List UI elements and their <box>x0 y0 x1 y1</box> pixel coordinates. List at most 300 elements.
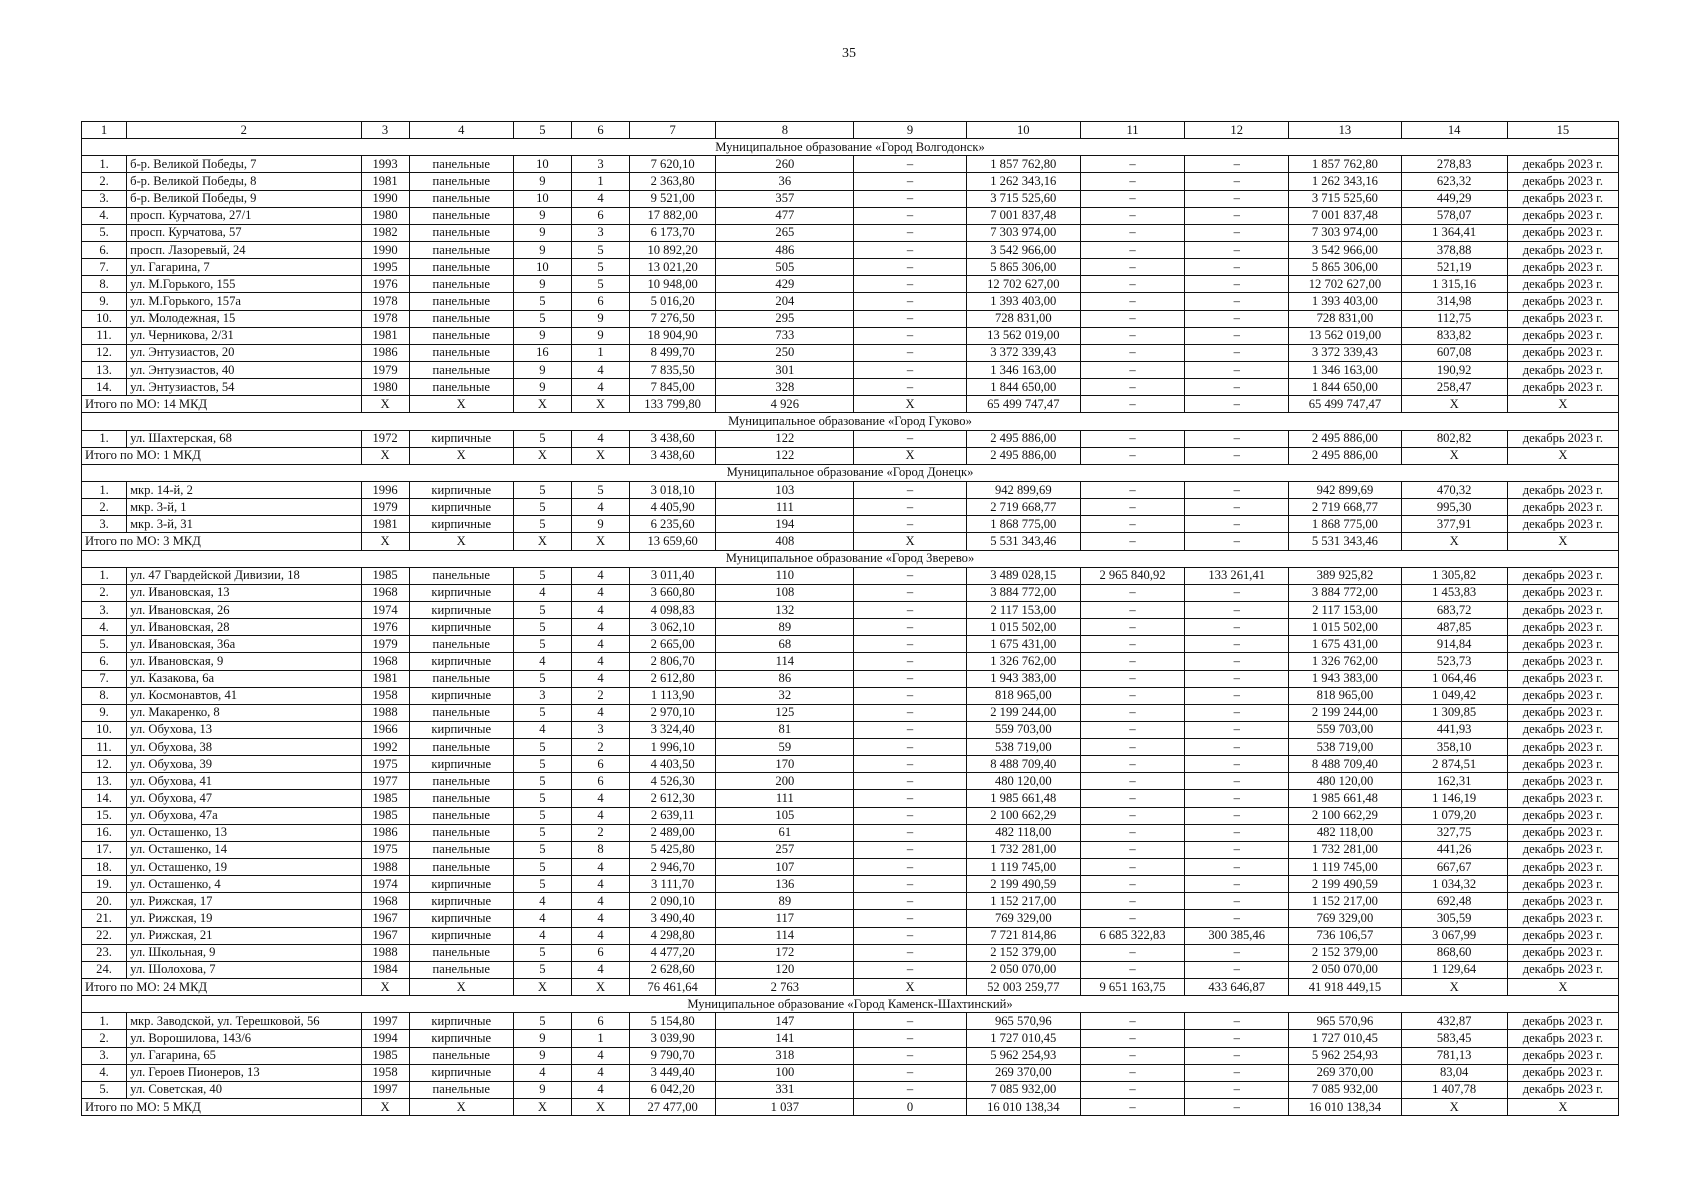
table-cell: 22. <box>82 927 127 944</box>
section-title: Муниципальное образование «Город Волгодонск» <box>82 139 1619 156</box>
table-cell: 3 542 966,00 <box>1289 241 1401 258</box>
table-cell: – <box>854 1081 966 1098</box>
table-cell: – <box>1080 1064 1184 1081</box>
table-cell: 3 542 966,00 <box>966 241 1080 258</box>
table-cell: 12. <box>82 756 127 773</box>
table-cell: 1968 <box>361 653 409 670</box>
table-cell: 1985 <box>361 567 409 584</box>
table-cell: 1981 <box>361 173 409 190</box>
table-cell: 6 235,60 <box>630 516 716 533</box>
table-cell: 2 050 070,00 <box>1289 961 1401 978</box>
table-cell: декабрь 2023 г. <box>1507 944 1618 961</box>
table-cell: – <box>1185 584 1289 601</box>
table-row <box>82 1013 1619 1030</box>
table-cell: – <box>1185 807 1289 824</box>
table-cell: 995,30 <box>1401 499 1507 516</box>
table-cell: 10. <box>82 310 127 327</box>
table-cell: 5 <box>571 276 629 293</box>
table-cell: 120 <box>716 961 854 978</box>
total-cell: X <box>1401 979 1507 996</box>
table-cell: 781,13 <box>1401 1047 1507 1064</box>
table-cell: – <box>1080 619 1184 636</box>
table-cell: 487,85 <box>1401 619 1507 636</box>
address-cell: ул. Ивановская, 9 <box>127 653 361 670</box>
table-cell: – <box>1080 430 1184 447</box>
table-cell: – <box>1080 241 1184 258</box>
total-cell: 16 010 138,34 <box>1289 1099 1401 1116</box>
table-cell: 4 <box>571 790 629 807</box>
table-cell: – <box>1185 773 1289 790</box>
table-cell: 5 <box>513 704 571 721</box>
table-cell: 1 119 745,00 <box>1289 859 1401 876</box>
table-cell: 6 685 322,83 <box>1080 927 1184 944</box>
table-cell: 1 262 343,16 <box>1289 173 1401 190</box>
table-cell: – <box>1185 344 1289 361</box>
table-row <box>82 961 1619 978</box>
table-row <box>82 944 1619 961</box>
table-cell: декабрь 2023 г. <box>1507 481 1618 498</box>
total-cell: X <box>409 447 513 464</box>
table-cell: 1 985 661,48 <box>1289 790 1401 807</box>
column-number-cell: 10 <box>966 122 1080 139</box>
column-number-cell: 11 <box>1080 122 1184 139</box>
table-cell: 505 <box>716 259 854 276</box>
table-cell: 1 868 775,00 <box>1289 516 1401 533</box>
table-cell: декабрь 2023 г. <box>1507 379 1618 396</box>
table-cell: 470,32 <box>1401 481 1507 498</box>
column-number-cell: 14 <box>1401 122 1507 139</box>
address-cell: ул. Космонавтов, 41 <box>127 687 361 704</box>
table-cell: 1 113,90 <box>630 687 716 704</box>
table-cell: 1986 <box>361 824 409 841</box>
table-cell: – <box>854 927 966 944</box>
table-row <box>82 1064 1619 1081</box>
total-cell: X <box>513 396 571 413</box>
table-cell: 61 <box>716 824 854 841</box>
table-cell: – <box>1185 961 1289 978</box>
table-cell: – <box>854 636 966 653</box>
table-cell: 1 943 383,00 <box>1289 670 1401 687</box>
table-cell: 2 <box>571 687 629 704</box>
table-cell: 1958 <box>361 1064 409 1081</box>
table-cell: 578,07 <box>1401 207 1507 224</box>
table-cell: 8 <box>571 841 629 858</box>
table-cell: – <box>854 619 966 636</box>
table-cell: 1 034,32 <box>1401 876 1507 893</box>
table-cell: 1977 <box>361 773 409 790</box>
table-cell: – <box>854 739 966 756</box>
table-cell: 141 <box>716 1030 854 1047</box>
table-cell: 1985 <box>361 790 409 807</box>
table-cell: 18. <box>82 859 127 876</box>
table-cell: 1 346 163,00 <box>966 361 1080 378</box>
table-cell: 4 <box>571 961 629 978</box>
table-cell: 12. <box>82 344 127 361</box>
table-cell: – <box>854 704 966 721</box>
total-row <box>82 396 1619 413</box>
table-row <box>82 670 1619 687</box>
table-cell: 1 015 502,00 <box>1289 619 1401 636</box>
table-cell: 868,60 <box>1401 944 1507 961</box>
total-cell: X <box>854 533 966 550</box>
table-cell: 1 985 661,48 <box>966 790 1080 807</box>
table-cell: декабрь 2023 г. <box>1507 1030 1618 1047</box>
table-cell: 6 <box>571 773 629 790</box>
table-cell: 559 703,00 <box>1289 721 1401 738</box>
table-cell: 4 <box>571 1081 629 1098</box>
address-cell: ул. М.Горького, 155 <box>127 276 361 293</box>
table-cell: – <box>1185 207 1289 224</box>
table-cell: 3 490,40 <box>630 910 716 927</box>
table-cell: панельные <box>409 824 513 841</box>
table-cell: 136 <box>716 876 854 893</box>
table-row <box>82 327 1619 344</box>
table-cell: – <box>1080 173 1184 190</box>
table-cell: – <box>854 944 966 961</box>
total-cell: 9 651 163,75 <box>1080 979 1184 996</box>
table-cell: 5 962 254,93 <box>1289 1047 1401 1064</box>
table-cell: 1979 <box>361 499 409 516</box>
table-cell: 5 <box>571 481 629 498</box>
table-cell: 5 <box>513 499 571 516</box>
table-cell: 358,10 <box>1401 739 1507 756</box>
table-cell: 5 865 306,00 <box>966 259 1080 276</box>
table-cell: 8 488 709,40 <box>966 756 1080 773</box>
column-number-cell: 8 <box>716 122 854 139</box>
table-row <box>82 344 1619 361</box>
total-cell: X <box>361 533 409 550</box>
table-cell: 14. <box>82 790 127 807</box>
table-cell: – <box>1080 739 1184 756</box>
total-label: Итого по МО: 3 МКД <box>82 533 362 550</box>
table-cell: 538 719,00 <box>966 739 1080 756</box>
table-cell: 300 385,46 <box>1185 927 1289 944</box>
table-cell: 538 719,00 <box>1289 739 1401 756</box>
total-label: Итого по МО: 5 МКД <box>82 1099 362 1116</box>
table-cell: – <box>1080 636 1184 653</box>
table-cell: 81 <box>716 721 854 738</box>
table-cell: 20. <box>82 893 127 910</box>
total-cell: 52 003 259,77 <box>966 979 1080 996</box>
column-number-cell: 1 <box>82 122 127 139</box>
address-cell: ул. Ворошилова, 143/6 <box>127 1030 361 1047</box>
table-cell: 667,67 <box>1401 859 1507 876</box>
table-cell: – <box>854 567 966 584</box>
table-cell: 7. <box>82 670 127 687</box>
table-cell: 521,19 <box>1401 259 1507 276</box>
table-cell: 117 <box>716 910 854 927</box>
table-cell: 1 049,42 <box>1401 687 1507 704</box>
table-cell: 172 <box>716 944 854 961</box>
table-cell: 10 <box>513 190 571 207</box>
table-cell: 2 100 662,29 <box>966 807 1080 824</box>
table-cell: 32 <box>716 687 854 704</box>
table-cell: 5 <box>513 310 571 327</box>
table-cell: декабрь 2023 г. <box>1507 961 1618 978</box>
table-cell: 5 425,80 <box>630 841 716 858</box>
table-cell: 2 152 379,00 <box>1289 944 1401 961</box>
table-cell: 190,92 <box>1401 361 1507 378</box>
table-cell: 5 962 254,93 <box>966 1047 1080 1064</box>
table-cell: 17 882,00 <box>630 207 716 224</box>
table-cell: панельные <box>409 961 513 978</box>
table-cell: 3. <box>82 601 127 618</box>
table-cell: 114 <box>716 653 854 670</box>
table-cell: 3 018,10 <box>630 481 716 498</box>
table-cell: – <box>1185 790 1289 807</box>
table-cell: декабрь 2023 г. <box>1507 361 1618 378</box>
table-cell: – <box>1185 1047 1289 1064</box>
table-cell: декабрь 2023 г. <box>1507 1081 1618 1098</box>
table-cell: панельные <box>409 567 513 584</box>
table-cell: 3 062,10 <box>630 619 716 636</box>
table-cell: 1 119 745,00 <box>966 859 1080 876</box>
table-cell: панельные <box>409 739 513 756</box>
table-cell: – <box>1080 1013 1184 1030</box>
total-cell: 2 763 <box>716 979 854 996</box>
table-cell: 5 <box>513 601 571 618</box>
table-cell: кирпичные <box>409 653 513 670</box>
column-number-row <box>82 122 1619 139</box>
table-cell: 5 <box>513 841 571 858</box>
table-cell: панельные <box>409 276 513 293</box>
table-cell: 4 <box>571 653 629 670</box>
table-cell: декабрь 2023 г. <box>1507 293 1618 310</box>
table-cell: 9 <box>513 224 571 241</box>
table-cell: 36 <box>716 173 854 190</box>
section-title-row <box>82 996 1619 1013</box>
table-cell: 4 <box>571 567 629 584</box>
table-cell: кирпичные <box>409 584 513 601</box>
table-cell: 2 199 490,59 <box>966 876 1080 893</box>
table-cell: 9 <box>513 379 571 396</box>
table-cell: – <box>854 190 966 207</box>
table-cell: 5 <box>513 636 571 653</box>
table-cell: 1 727 010,45 <box>1289 1030 1401 1047</box>
table-cell: 5 <box>513 944 571 961</box>
table-cell: 1 305,82 <box>1401 567 1507 584</box>
table-cell: кирпичные <box>409 481 513 498</box>
table-row <box>82 584 1619 601</box>
total-cell: X <box>1401 396 1507 413</box>
table-cell: 1982 <box>361 224 409 241</box>
table-cell: – <box>1080 156 1184 173</box>
table-cell: 9 <box>513 276 571 293</box>
total-cell: X <box>409 396 513 413</box>
total-cell: X <box>1507 447 1618 464</box>
table-cell: 3 <box>571 224 629 241</box>
table-cell: 111 <box>716 499 854 516</box>
table-cell: декабрь 2023 г. <box>1507 310 1618 327</box>
table-cell: декабрь 2023 г. <box>1507 207 1618 224</box>
table-cell: – <box>854 773 966 790</box>
table-cell: панельные <box>409 807 513 824</box>
table-cell: 7 620,10 <box>630 156 716 173</box>
table-cell: 4 <box>571 190 629 207</box>
table-cell: 4 <box>571 859 629 876</box>
table-cell: 728 831,00 <box>966 310 1080 327</box>
table-cell: 4 <box>571 601 629 618</box>
table-cell: 1975 <box>361 756 409 773</box>
table-cell: панельные <box>409 361 513 378</box>
table-cell: 1 <box>571 344 629 361</box>
table-cell: – <box>854 156 966 173</box>
table-cell: 583,45 <box>1401 1030 1507 1047</box>
table-cell: 480 120,00 <box>1289 773 1401 790</box>
table-cell: декабрь 2023 г. <box>1507 1064 1618 1081</box>
table-cell: 378,88 <box>1401 241 1507 258</box>
table-cell: 477 <box>716 207 854 224</box>
table-cell: – <box>1080 807 1184 824</box>
table-row <box>82 927 1619 944</box>
table-cell: 2 152 379,00 <box>966 944 1080 961</box>
table-cell: 4 <box>513 721 571 738</box>
total-cell: X <box>1507 396 1618 413</box>
table-cell: 5 <box>513 293 571 310</box>
table-cell: кирпичные <box>409 1064 513 1081</box>
table-cell: 607,08 <box>1401 344 1507 361</box>
table-cell: 2 719 668,77 <box>966 499 1080 516</box>
table-cell: 89 <box>716 893 854 910</box>
address-cell: ул. Энтузиастов, 20 <box>127 344 361 361</box>
table-cell: – <box>1080 516 1184 533</box>
total-cell: 122 <box>716 447 854 464</box>
total-cell: X <box>361 979 409 996</box>
total-cell: 408 <box>716 533 854 550</box>
table-cell: 1967 <box>361 927 409 944</box>
table-cell: 802,82 <box>1401 430 1507 447</box>
table-cell: – <box>854 259 966 276</box>
total-cell: – <box>1080 447 1184 464</box>
table-cell: 11. <box>82 327 127 344</box>
table-row <box>82 790 1619 807</box>
table-cell: 305,59 <box>1401 910 1507 927</box>
table-cell: декабрь 2023 г. <box>1507 344 1618 361</box>
table-cell: 7 303 974,00 <box>966 224 1080 241</box>
table-cell: 260 <box>716 156 854 173</box>
table-cell: – <box>1185 241 1289 258</box>
column-number-cell: 3 <box>361 122 409 139</box>
table-cell: – <box>1185 310 1289 327</box>
table-cell: – <box>854 224 966 241</box>
table-cell: кирпичные <box>409 430 513 447</box>
table-cell: 170 <box>716 756 854 773</box>
table-cell: 1980 <box>361 207 409 224</box>
total-row <box>82 533 1619 550</box>
total-cell: X <box>409 533 513 550</box>
table-cell: 18 904,90 <box>630 327 716 344</box>
table-cell: – <box>1080 224 1184 241</box>
table-cell: 59 <box>716 739 854 756</box>
table-cell: 3 715 525,60 <box>966 190 1080 207</box>
table-cell: 3 449,40 <box>630 1064 716 1081</box>
table-cell: 1 857 762,80 <box>1289 156 1401 173</box>
table-cell: 914,84 <box>1401 636 1507 653</box>
total-cell: X <box>361 396 409 413</box>
table-cell: – <box>1185 687 1289 704</box>
total-cell: X <box>513 1099 571 1116</box>
table-cell: декабрь 2023 г. <box>1507 841 1618 858</box>
table-row <box>82 756 1619 773</box>
table-cell: 2 117 153,00 <box>1289 601 1401 618</box>
table-cell: – <box>854 601 966 618</box>
table-cell: 9. <box>82 704 127 721</box>
table-cell: – <box>854 893 966 910</box>
table-cell: 2 874,51 <box>1401 756 1507 773</box>
table-cell: панельные <box>409 156 513 173</box>
address-cell: ул. Ивановская, 36а <box>127 636 361 653</box>
address-cell: б-р. Великой Победы, 8 <box>127 173 361 190</box>
table-cell: 3 660,80 <box>630 584 716 601</box>
table-cell: – <box>1080 704 1184 721</box>
table-cell: декабрь 2023 г. <box>1507 190 1618 207</box>
table-cell: – <box>1185 841 1289 858</box>
table-cell: декабрь 2023 г. <box>1507 619 1618 636</box>
table-cell: – <box>854 790 966 807</box>
table-cell: 19. <box>82 876 127 893</box>
table-cell: 3 884 772,00 <box>966 584 1080 601</box>
table-cell: – <box>1080 841 1184 858</box>
address-cell: ул. Макаренко, 8 <box>127 704 361 721</box>
table-cell: 122 <box>716 430 854 447</box>
table-cell: кирпичные <box>409 721 513 738</box>
column-number-cell: 7 <box>630 122 716 139</box>
table-cell: – <box>854 670 966 687</box>
table-cell: 3 715 525,60 <box>1289 190 1401 207</box>
table-cell: 194 <box>716 516 854 533</box>
table-cell: 2 612,30 <box>630 790 716 807</box>
table-cell: – <box>854 276 966 293</box>
table-cell: 4 <box>571 1047 629 1064</box>
table-cell: 1972 <box>361 430 409 447</box>
table-cell: панельные <box>409 704 513 721</box>
table-cell: 4 <box>571 910 629 927</box>
table-cell: 11. <box>82 739 127 756</box>
table-cell: – <box>1080 910 1184 927</box>
table-cell: – <box>1185 293 1289 310</box>
table-cell: 1981 <box>361 327 409 344</box>
table-cell: 314,98 <box>1401 293 1507 310</box>
table-cell: 1 346 163,00 <box>1289 361 1401 378</box>
address-cell: б-р. Великой Победы, 9 <box>127 190 361 207</box>
table-cell: – <box>1185 619 1289 636</box>
table-cell: панельные <box>409 241 513 258</box>
table-cell: – <box>1080 327 1184 344</box>
table-cell: – <box>854 207 966 224</box>
table-cell: декабрь 2023 г. <box>1507 430 1618 447</box>
table-cell: 4 298,80 <box>630 927 716 944</box>
address-cell: ул. Энтузиастов, 40 <box>127 361 361 378</box>
total-label: Итого по МО: 1 МКД <box>82 447 362 464</box>
table-cell: – <box>1185 516 1289 533</box>
table-cell: 2 <box>571 824 629 841</box>
table-cell: декабрь 2023 г. <box>1507 156 1618 173</box>
table-cell: 2 199 490,59 <box>1289 876 1401 893</box>
table-cell: декабрь 2023 г. <box>1507 790 1618 807</box>
table-cell: кирпичные <box>409 756 513 773</box>
table-cell: – <box>854 173 966 190</box>
table-cell: декабрь 2023 г. <box>1507 1013 1618 1030</box>
table-cell: – <box>1080 1030 1184 1047</box>
table-cell: 301 <box>716 361 854 378</box>
table-cell: 9 <box>513 173 571 190</box>
total-cell: X <box>571 1099 629 1116</box>
table-cell: 8 488 709,40 <box>1289 756 1401 773</box>
table-cell: 327,75 <box>1401 824 1507 841</box>
total-cell: 3 438,60 <box>630 447 716 464</box>
table-cell: 4 <box>513 584 571 601</box>
table-cell: 14. <box>82 379 127 396</box>
